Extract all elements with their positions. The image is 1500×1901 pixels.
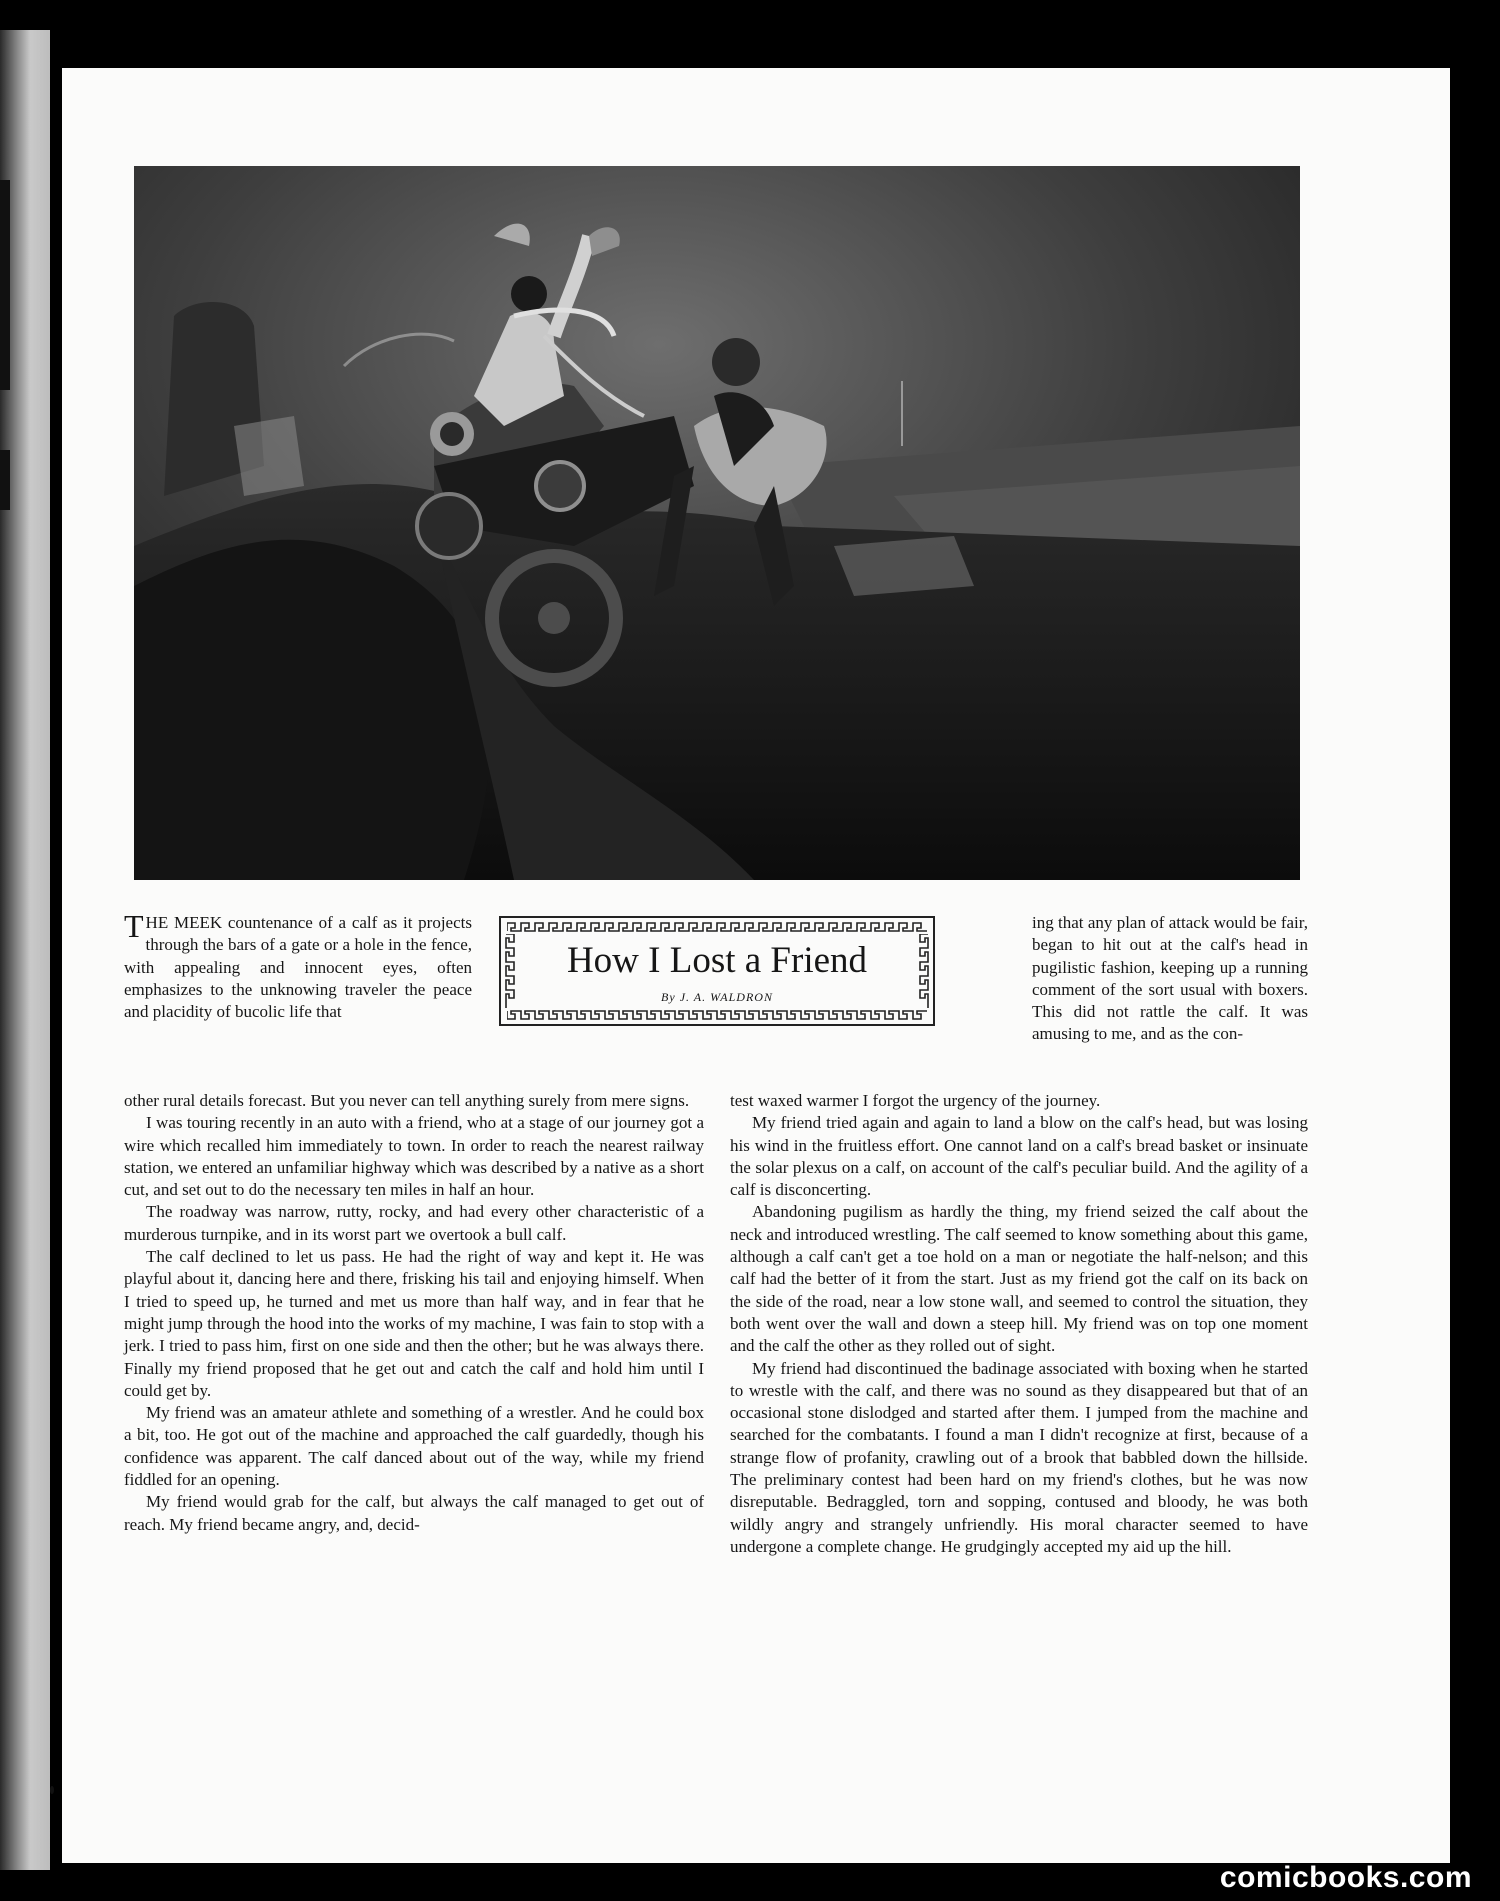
adjacent-page-edge: [0, 30, 50, 1870]
paragraph: My friend tried again and again to land a blow on the calf's head, but was losing his wind in the fruitless effort. One cannot land on a calf's bread basket or insinuate the solar plexus on a calf, on account of the calf's peculiar build. And the agility of a calf is disconcerting.: [730, 1113, 1308, 1200]
article-column-right: [730, 1090, 1308, 1558]
binding-mark: [0, 180, 10, 390]
intro-paragraph: [124, 908, 472, 1023]
drop-cap: T: [124, 908, 144, 944]
paragraph: My friend had discontinued the badinage associated with boxing when he started to wrestle with the calf, and there was no sound as they disappeared but that of an occasional stone dislodged and started after them. I jumped from the machine and searched for the combatants. I found a man I didn't recognize at first, because of a strange flow of profanity, crawling out of a brook that babbled down the hillside. The preliminary contest had been hard on my friend's clothes, but he was now disreputable. Bedraggled, torn and sopping, contused and bloody, he was both wildly angry and strangely unfriendly. His moral character seemed to have undergone a complete change. He grudgingly accepted my aid up the hill.: [730, 1358, 1308, 1556]
paragraph: I was touring recently in an auto with a friend, who at a stage of our journey got a wire which recalled him immediately to town. In order to reach the nearest railway station, we entered an unfamiliar highway which was described by a native as a short cut, and set out to do the necessary ten miles in half an hour.: [124, 1113, 704, 1200]
paragraph: test waxed warmer I forgot the urgency of the journey.: [730, 1091, 1101, 1110]
paragraph: Abandoning pugilism as hardly the thing, my friend seized the calf about the neck and introduced wrestling. The calf seemed to know something about this game, although a calf can't get a toe hold on a man or negotiate the half-nelson; and this calf had the better of it from the start. Just as my friend got the calf on its back on the side of the road, near a low stone wall, and seemed to control the situation, they both went over the wall and down a steep hill. My friend was on top one moment and the calf the other as they rolled out of sight.: [730, 1202, 1308, 1356]
article-byline: By J. A. WALDRON: [661, 990, 773, 1004]
paragraph: other rural details forecast. But you never can tell anything surely from mere signs.: [124, 1091, 690, 1110]
site-watermark: comicbooks.com: [1219, 1861, 1472, 1894]
paragraph: My friend was an amateur athlete and something of a wrestler. And he could box a bit, too. He got out of the machine and approached the calf guardedly, though his confidence was apparent. The calf danced about out of the way, while my friend fiddled for an opening.: [124, 1403, 704, 1490]
binding-mark: [0, 450, 10, 510]
paragraph: My friend would grab for the calf, but always the calf managed to get out of reach. My friend became angry, and, decid-: [124, 1492, 704, 1534]
intro-text: HE MEEK countenance of a calf as it projects through the bars of a gate or a hole in the fence, with appealing and innocent eyes, often emphasizes to the unknowing traveler the peace and placidity of bucolic life that: [124, 913, 472, 1022]
illustration-automobile-and-calf: [134, 166, 1300, 880]
magazine-page: [62, 68, 1450, 1863]
paragraph: The calf declined to let us pass. He had the right of way and kept it. He was playful about it, dancing here and there, frisking his tail and enjoying himself. When I tried to speed up, he turned and met us more than half way, and in fear that he might jump through the hood into the works of my machine, I was fain to stop with a jerk. I tried to pass him, first on one side and then the other; but he was always there. Finally my friend proposed that he get out and catch the calf and hold him until I could get by.: [124, 1247, 704, 1400]
paragraph: The roadway was narrow, rutty, rocky, and had every other characteristic of a murderous turnpike, and in its worst part we overtook a bull calf.: [124, 1202, 704, 1244]
column-three-top: ing that any plan of attack would be fair, began to hit out at the calf's head in pugilistic fashion, keeping up a running comment of the sort usual with boxers. This did not rattle the calf. It was amusing to me, and as the con-: [1032, 913, 1308, 1044]
article-column-left: [124, 1090, 704, 1536]
print-speck: [50, 1786, 54, 1794]
article-intro: [124, 908, 1308, 1087]
article-title: How I Lost a Friend: [566, 940, 868, 981]
